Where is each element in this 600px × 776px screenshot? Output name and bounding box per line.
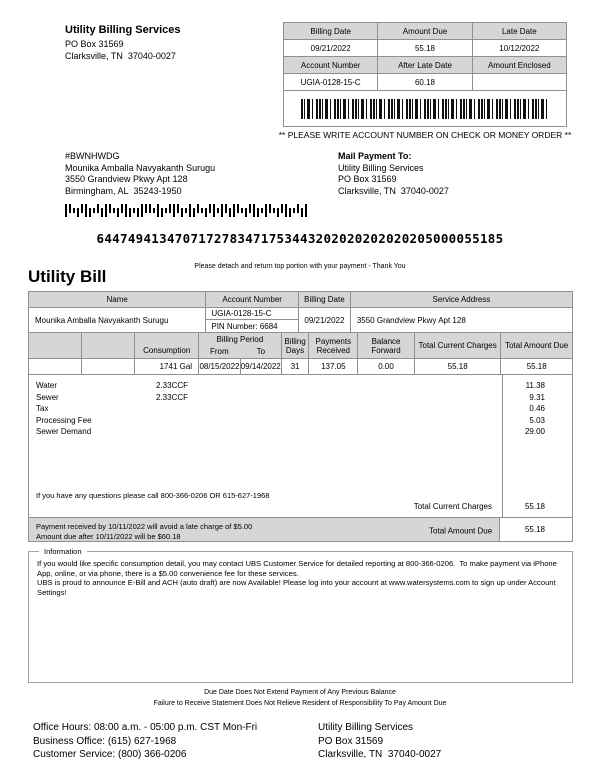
total-amount-due-value: 55.18	[500, 359, 572, 374]
account-cell	[205, 308, 298, 332]
company-address-line1: PO Box 31569	[65, 39, 124, 49]
bill-table	[28, 291, 573, 542]
blank-cell-2	[81, 359, 135, 374]
table-row	[284, 57, 567, 74]
billing-date-header: Billing Date	[298, 292, 350, 307]
line-item-qty: 2.33CCF	[156, 381, 189, 390]
amount-due-value: 55.18	[378, 40, 472, 57]
late-date-value: 10/12/2022	[472, 40, 566, 57]
customer-service-phone: Customer Service: (800) 366-0206	[33, 749, 187, 760]
page-title: Utility Bill	[28, 267, 107, 286]
line-item-amount: 5.03	[529, 415, 545, 425]
period-to-value: 09/14/2022	[240, 359, 281, 374]
late-note-2: Amount due after 10/11/2022 will be $60.18	[36, 531, 181, 541]
customer-name: Mounika Amballa Navyakanth Surugu	[65, 162, 216, 173]
line-item-label: Sewer Demand	[36, 427, 92, 436]
service-address-value: 3550 Grandview Pkwy Apt 128	[350, 308, 572, 332]
footer-po-box: PO Box 31569	[318, 735, 384, 747]
detach-note: Please detach and return top portion with your payment - Thank You	[194, 263, 406, 270]
mail-payment-line2: PO Box 31569	[338, 174, 397, 184]
customer-address-line1: 3550 Grandview Pkwy Apt 128	[65, 174, 188, 184]
information-text	[29, 552, 572, 597]
table-row	[284, 74, 567, 91]
line-item-qty: 2.33CCF	[156, 392, 189, 402]
amount-enclosed-value	[472, 74, 566, 91]
usage-header-row	[29, 332, 572, 358]
billing-days-header: Billing Days	[281, 333, 309, 358]
check-notice: ** PLEASE WRITE ACCOUNT NUMBER ON CHECK OR MONEY ORDER **	[278, 130, 572, 140]
footer-contact-block	[33, 721, 257, 762]
total-current-charges-label: Total Current Charges	[413, 502, 492, 511]
account-number-value: UGIA-0128-15-C	[284, 74, 378, 91]
line-item-label: Water	[36, 381, 58, 390]
name-header: Name	[106, 295, 128, 304]
payments-received-header: Payments Received	[308, 333, 357, 358]
total-current-charges-amount: 55.18	[524, 502, 545, 511]
table-row	[284, 91, 567, 127]
consumption-value: 1741 Gal	[134, 359, 198, 374]
amount-due-header: Amount Due	[378, 23, 472, 40]
account-number-header: Account Number	[284, 57, 378, 74]
line-item-amount: 29.00	[524, 427, 545, 436]
total-amount-due-label: Total Amount Due	[429, 525, 493, 535]
balance-forward-header: Balance Forward	[357, 333, 414, 358]
mail-payment-title: Mail Payment To:	[338, 151, 412, 161]
list-item	[29, 403, 572, 415]
total-amount-due-amount: 55.18	[524, 525, 545, 534]
account-header: Account Number	[205, 292, 298, 307]
customer-address-line2: Birmingham, AL 35243-1950	[65, 185, 182, 196]
footnote-due-date: Due Date Does Not Extend Payment of Any Previous Balance	[204, 689, 396, 696]
office-hours: Office Hours: 08:00 a.m. - 05:00 p.m. CST Mon-Fri	[33, 722, 258, 733]
billing-days-value: 31	[281, 359, 309, 374]
late-charge-notes	[36, 522, 252, 541]
billing-date-header: Billing Date	[284, 23, 378, 40]
total-amount-due-header: Total Amount Due	[500, 333, 572, 358]
pin-number-value: PIN Number: 6684	[211, 321, 278, 331]
table-row	[284, 40, 567, 57]
list-item	[29, 380, 572, 392]
service-address-header: Service Address	[350, 292, 572, 307]
period-from-value: 08/15/2022	[198, 359, 240, 374]
billing-period-subheaders	[198, 346, 280, 359]
total-current-charges-header: Total Current Charges	[414, 333, 501, 358]
information-line-2: UBS is proud to announce E-Bill and ACH (auto draft) are now Available! Please log into your account at www.watersystems.com to sign up under Account Settings!	[37, 578, 556, 597]
late-note-1: Payment received by 10/11/2022 will avoid a late charge of $5.00	[36, 522, 253, 531]
late-date-header: Late Date	[472, 23, 566, 40]
remit-stub-table	[283, 22, 567, 127]
footer-company-name: Utility Billing Services	[318, 722, 414, 733]
line-item-amount: 9.31	[529, 392, 545, 402]
mail-payment-line1: Utility Billing Services	[338, 162, 424, 173]
mail-code: #BWNHWDG	[65, 151, 120, 161]
line-item-amount: 11.38	[525, 381, 545, 390]
line-item-amount: 0.46	[529, 404, 545, 413]
account-number-value: UGIA-0128-15-C	[206, 308, 298, 320]
footer-city-state-zip: Clarksville, TN 37040-0027	[318, 749, 442, 760]
consumption-header: Consumption	[134, 333, 198, 358]
questions-note: If you have any questions please call 800-366-0206 OR 615-627-1968	[36, 491, 270, 500]
total-due-row	[29, 517, 572, 541]
stub-barcode-cell	[284, 91, 567, 127]
billing-period-header-group	[198, 333, 281, 358]
after-late-date-header: After Late Date	[378, 57, 472, 74]
total-current-charges-value: 55.18	[414, 359, 501, 374]
line-item-label: Sewer	[36, 392, 59, 402]
table-row	[284, 23, 567, 40]
account-barcode	[301, 99, 549, 119]
to-header: To	[256, 347, 266, 357]
information-legend: Information	[39, 547, 87, 556]
info-header-row	[29, 292, 572, 307]
charges-detail-section	[29, 374, 572, 517]
ocr-scan-line: 6447494134707172783471753443202020202020205000055185	[96, 231, 504, 246]
list-item	[29, 392, 572, 404]
remit-company-block	[65, 24, 181, 62]
company-address-line2: Clarksville, TN 37040-0027	[65, 50, 176, 61]
blank-header-2	[81, 333, 135, 358]
blank-cell-1	[29, 359, 81, 374]
late-charge-cell	[29, 518, 500, 541]
information-box	[28, 547, 573, 683]
line-item-label: Processing Fee	[36, 415, 92, 425]
billing-date-value: 09/21/2022	[284, 40, 378, 57]
billing-date-value: 09/21/2022	[298, 308, 350, 332]
customer-name-value: Mounika Amballa Navyakanth Surugu	[35, 315, 169, 325]
billing-period-header: Billing Period	[216, 334, 264, 344]
after-late-date-value: 60.18	[378, 74, 472, 91]
mail-payment-block	[338, 151, 449, 197]
usage-value-row	[29, 358, 572, 374]
mail-payment-line3: Clarksville, TN 37040-0027	[338, 185, 449, 196]
info-value-row	[29, 307, 572, 332]
amount-enclosed-header: Amount Enclosed	[472, 57, 566, 74]
footnote-statement: Failure to Receive Statement Does Not Relieve Resident of Responsibility To Pay Amount Due	[153, 700, 447, 707]
information-line-1: If you would like specific consumption detail, you may contact UBS Customer Service for detailed reporting at 800-366-0206. To make payment via iPhone App, online, or via phone, there is a $5.00 convenience fee for these services.	[37, 559, 557, 578]
company-name: Utility Billing Services	[65, 24, 181, 36]
postal-barcode	[65, 204, 285, 217]
from-header: From	[210, 347, 229, 357]
list-item	[29, 415, 572, 427]
blank-header-1	[29, 333, 81, 358]
list-item	[29, 426, 572, 438]
footer-address-block	[318, 721, 441, 762]
business-office-phone: Business Office: (615) 627-1968	[33, 735, 177, 747]
line-item-label: Tax	[36, 404, 49, 413]
balance-forward-value: 0.00	[357, 359, 414, 374]
payments-received-value: 137.05	[308, 359, 357, 374]
mailing-address-block	[65, 151, 215, 197]
